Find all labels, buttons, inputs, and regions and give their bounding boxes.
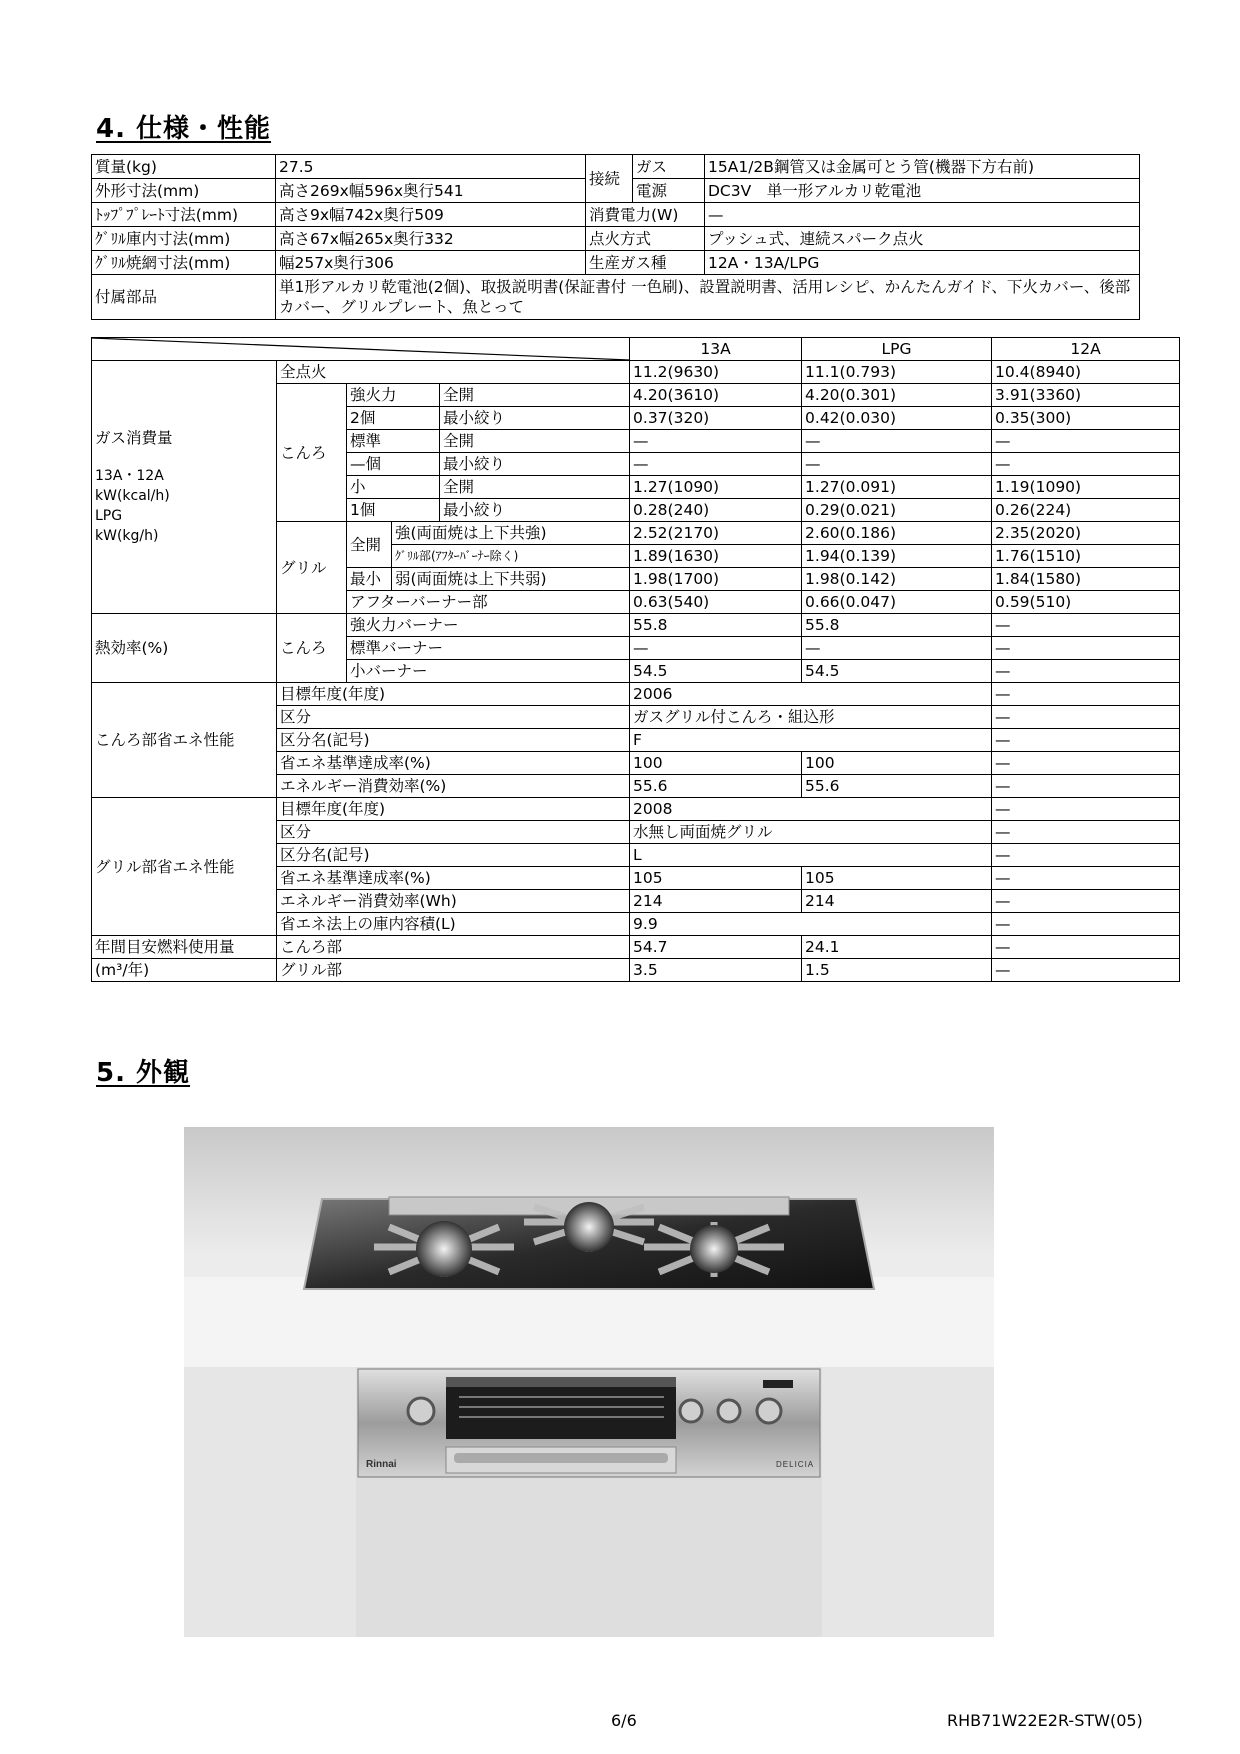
cell: 214 [630,890,802,913]
gas-unit-2: kW(kcal/h) [95,488,170,504]
brand-text: Rinnai [366,1459,397,1470]
cell: F [630,729,992,752]
cell: 105 [630,867,802,890]
cell: — [802,637,992,660]
consume-value: — [705,203,1140,227]
consume-label: 消費電力(W) [586,203,705,227]
thermal-eff-label: 熱効率(%) [92,614,277,683]
outer-value: 高さ269x幅596x奥行541 [276,179,586,203]
cell: — [630,453,802,476]
col-12a: 12A [992,338,1180,361]
cell: — [992,867,1180,890]
cell: 1.89(1630) [630,545,802,568]
gas-label: ガス [633,155,705,179]
full-label: 全開 [440,476,630,499]
cell: 10.4(8940) [992,361,1180,384]
cell: — [630,637,802,660]
cell: 3.5 [630,959,802,982]
cell: 105 [802,867,992,890]
min-label: 最小絞り [440,453,630,476]
power-value: DC3V 単一形アルカリ乾電池 [705,179,1140,203]
gastype-label: 生産ガス種 [586,251,705,275]
gastype-value: 12A・13A/LPG [705,251,1140,275]
one-dash-label: —個 [347,453,440,476]
grill-energy-label: グリル部省エネ性能 [92,798,277,936]
grill-strong-label: 強(両面焼は上下共強) [392,522,630,545]
fuel-label-2: (m³/年) [92,959,277,982]
gas-consumption-label [92,361,277,614]
cell: 11.1(0.793) [802,361,992,384]
outer-label: 外形寸法(mm) [92,179,276,203]
cell: — [992,706,1180,729]
eff-strong-label: 強火力バーナー [347,614,630,637]
top-label: ﾄｯﾌﾟﾌﾟﾚｰﾄ寸法(mm) [92,203,276,227]
cell: 1.98(1700) [630,568,802,591]
grill-label: グリル [277,522,347,614]
gas-unit-3: LPG [95,508,123,524]
cell: 4.20(0.301) [802,384,992,407]
cell: 54.5 [802,660,992,683]
cell: — [992,775,1180,798]
ke-year-label: 目標年度(年度) [277,683,630,706]
cell: L [630,844,992,867]
cell: 0.66(0.047) [802,591,992,614]
cell: 0.59(510) [992,591,1180,614]
cell: — [992,683,1180,706]
full-label: 全開 [440,430,630,453]
col-13a: 13A [630,338,802,361]
konro-energy-label: こんろ部省エネ性能 [92,683,277,798]
grill-net-value: 幅257x奥行306 [276,251,586,275]
cell: — [992,959,1180,982]
ge-cat-label: 区分 [277,821,630,844]
cell: — [630,430,802,453]
strong-label: 強火力 [347,384,440,407]
gas-unit-4: kW(kg/h) [95,528,159,544]
ge-eff-label: エネルギー消費効率(Wh) [277,890,630,913]
doc-id: RHB71W22E2R-STW(05) [947,1711,1143,1730]
gas-unit-1: 13A・12A [95,468,164,484]
fuel-grill-label: グリル部 [277,959,630,982]
cell: 100 [802,752,992,775]
cell: 2.35(2020) [992,522,1180,545]
ge-year-label: 目標年度(年度) [277,798,630,821]
ke-eff-label: エネルギー消費効率(%) [277,775,630,798]
model-text: DELICIA [776,1460,815,1469]
eff-std-label: 標準バーナー [347,637,630,660]
cell: — [992,660,1180,683]
cell: ガスグリル付こんろ・組込形 [630,706,992,729]
grill-part-label: ｸﾞﾘﾙ部(ｱﾌﾀｰﾊﾞｰﾅｰ除く) [392,545,630,568]
diagonal-line [92,338,629,360]
spec-table [91,154,1140,320]
cell: — [992,614,1180,637]
grill-inner-value: 高さ67x幅265x奥行332 [276,227,586,251]
cell: 0.35(300) [992,407,1180,430]
conn-label: 接続 [586,155,633,203]
fuel-label-1: 年間目安燃料使用量 [92,936,277,959]
cell: — [802,453,992,476]
cell: 0.26(224) [992,499,1180,522]
cell: 1.94(0.139) [802,545,992,568]
mass-value: 27.5 [276,155,586,179]
ge-name-label: 区分名(記号) [277,844,630,867]
cell: — [992,936,1180,959]
cell: 2006 [630,683,992,706]
eff-small-label: 小バーナー [347,660,630,683]
cell: 2.52(2170) [630,522,802,545]
cell: — [992,844,1180,867]
one-label: 1個 [347,499,440,522]
cell: — [992,752,1180,775]
cell: 100 [630,752,802,775]
cell: 24.1 [802,936,992,959]
product-photo [184,1127,994,1637]
eff-konro-label: こんろ [277,614,347,683]
grill-weak-label: 弱(両面焼は上下共弱) [392,568,630,591]
grill-inner-label: ｸﾞﾘﾙ庫内寸法(mm) [92,227,276,251]
cell: 1.19(1090) [992,476,1180,499]
cell: — [992,430,1180,453]
all-burners-label: 全点火 [277,361,630,384]
ke-cat-label: 区分 [277,706,630,729]
cell: 2.60(0.186) [802,522,992,545]
cell: 3.91(3360) [992,384,1180,407]
section-4-title: 4. 仕様・性能 [96,114,272,144]
cell: 11.2(9630) [630,361,802,384]
cell: 1.76(1510) [992,545,1180,568]
cell: — [992,821,1180,844]
ignite-label: 点火方式 [586,227,705,251]
ke-name-label: 区分名(記号) [277,729,630,752]
cell: — [992,637,1180,660]
cell: 1.27(0.091) [802,476,992,499]
cell: 1.5 [802,959,992,982]
grill-full-label: 全開 [347,522,392,568]
cell: 0.37(320) [630,407,802,430]
cell: — [992,913,1180,936]
cell: 54.5 [630,660,802,683]
cell: — [992,729,1180,752]
cell: 55.6 [630,775,802,798]
performance-table [91,337,1180,982]
cell: 1.98(0.142) [802,568,992,591]
page-number: 6/6 [611,1711,637,1730]
cell: 54.7 [630,936,802,959]
col-lpg: LPG [802,338,992,361]
cell: 55.8 [802,614,992,637]
cell: — [992,798,1180,821]
accessories-label: 付属部品 [92,275,276,320]
cell: 9.9 [630,913,992,936]
power-label: 電源 [633,179,705,203]
grill-net-label: ｸﾞﾘﾙ焼網寸法(mm) [92,251,276,275]
gas-value: 15A1/2B鋼管又は金属可とう管(機器下方右前) [705,155,1140,179]
fuel-konro-label: こんろ部 [277,936,630,959]
cell: 0.28(240) [630,499,802,522]
cell: — [992,890,1180,913]
cell: — [992,453,1180,476]
cell: 55.6 [802,775,992,798]
cell: 4.20(3610) [630,384,802,407]
cell: 水無し両面焼グリル [630,821,992,844]
ge-rate-label: 省エネ基準達成率(%) [277,867,630,890]
ke-rate-label: 省エネ基準達成率(%) [277,752,630,775]
cell: 1.84(1580) [992,568,1180,591]
section-5-title: 5. 外観 [96,1058,191,1088]
grill-min-label: 最小 [347,568,392,591]
cell: 0.63(540) [630,591,802,614]
ge-vol-label: 省エネ法上の庫内容積(L) [277,913,630,936]
cell: 0.42(0.030) [802,407,992,430]
konro-label: こんろ [277,384,347,522]
accessories-value: 単1形アルカリ乾電池(2個)、取扱説明書(保証書付 一色刷)、設置説明書、活用レシピ、かんたんガイド、下火カバー、後部カバー、グリルプレート、魚とって [276,275,1140,320]
cell: 2008 [630,798,992,821]
cell: 55.8 [630,614,802,637]
std-label: 標準 [347,430,440,453]
cell: 1.27(1090) [630,476,802,499]
ignite-value: プッシュ式、連続スパーク点火 [705,227,1140,251]
header-diagonal-cell [92,338,630,361]
min-label: 最小絞り [440,407,630,430]
full-label: 全開 [440,384,630,407]
cell: — [802,430,992,453]
cell: 214 [802,890,992,913]
two-label: 2個 [347,407,440,430]
afterburner-label: アフターバーナー部 [347,591,630,614]
mass-label: 質量(kg) [92,155,276,179]
small-label: 小 [347,476,440,499]
cell: 0.29(0.021) [802,499,992,522]
top-value: 高さ9x幅742x奥行509 [276,203,586,227]
gas-consumption-title: ガス消費量 [95,429,173,447]
min-label: 最小絞り [440,499,630,522]
